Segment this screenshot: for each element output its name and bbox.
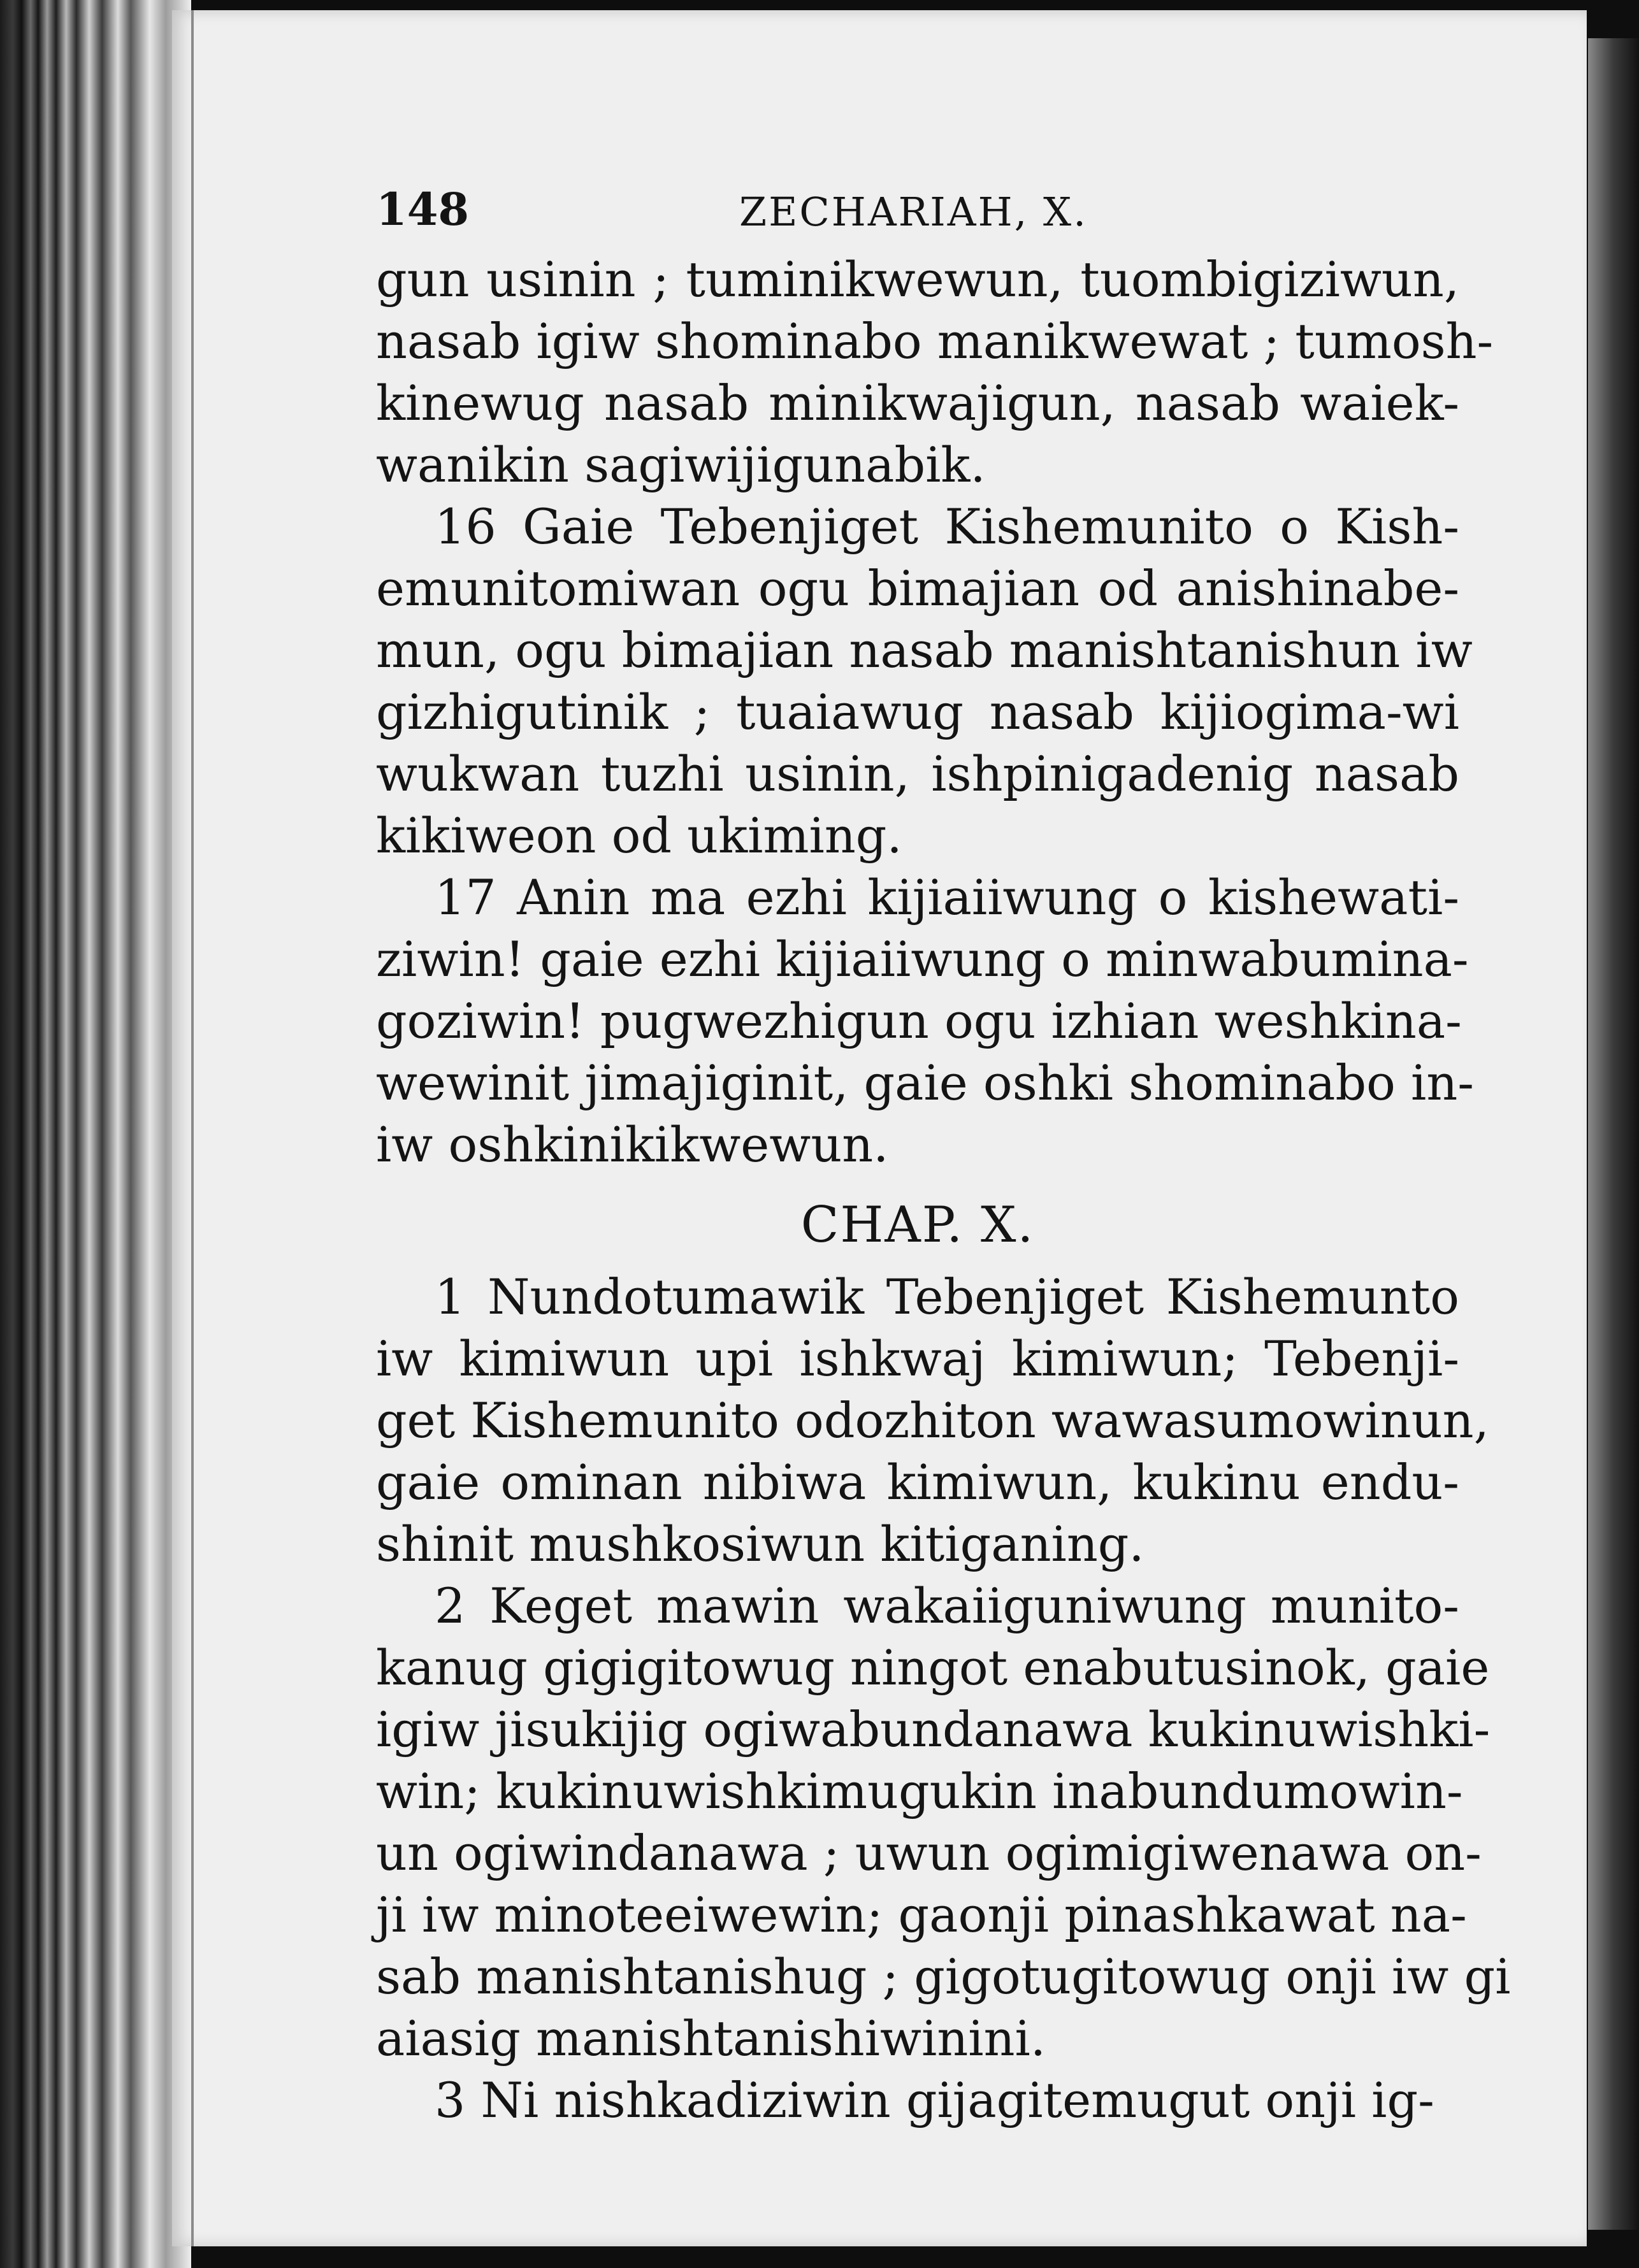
- text-line: 2 Keget mawin wakaiiguniwung munito-: [435, 1577, 1459, 1634]
- page-number: 148: [376, 183, 470, 236]
- text-line: mun, ogu bimajian nasab manishtanishun iw: [376, 622, 1473, 678]
- text-line: gun usinin ; tuminikwewun, tuombigiziwun,: [376, 251, 1459, 308]
- text-line: 1 Nundotumawik Tebenjiget Kishemunto: [435, 1268, 1459, 1325]
- text-line: aiasig manishtanishiwinini.: [376, 2010, 1046, 2067]
- text-line: win; kukinuwishkimugukin inabundumowin-: [376, 1763, 1463, 1819]
- text-line: un ogiwindanawa ; uwun ogimigiwenawa on-: [376, 1825, 1482, 1881]
- text-line: 3 Ni nishkadiziwin gijagitemugut onji ig-: [435, 2072, 1434, 2128]
- text-line: emunitomiwan ogu bimajian od anishinabe-: [376, 560, 1459, 617]
- text-line: get Kishemunito odozhiton wawasumowinun,: [376, 1392, 1489, 1449]
- verses-after-chapter: [376, 1266, 1511, 2131]
- page-text-block: [376, 178, 1511, 2131]
- verse-paragraph: [376, 496, 1473, 866]
- text-line: igiw jisukijig ogiwabundanawa kukinuwishki-: [376, 1701, 1491, 1758]
- text-line: iw kimiwun upi ishkwaj kimiwun; Tebenji-: [376, 1330, 1459, 1387]
- verses-before-chapter: [376, 248, 1494, 1175]
- verse-paragraph: [376, 866, 1474, 1175]
- text-line: kanug gigigitowug ningot enabutusinok, gaie: [376, 1639, 1490, 1696]
- verse-paragraph: [376, 1266, 1489, 1575]
- text-line: sab manishtanishug ; gigotugitowug onji iw gi: [376, 1948, 1511, 2005]
- page-right-shadow: [1588, 38, 1639, 2230]
- verse-paragraph: [376, 2069, 1459, 2131]
- chapter-heading: CHAP. X.: [800, 1196, 1035, 1254]
- text-line: ziwin! gaie ezhi kijiaiiwung o minwabumina-: [376, 931, 1469, 987]
- page-header: [376, 178, 1459, 248]
- text-line: goziwin! pugwezhigun ogu izhian weshkina-: [376, 993, 1462, 1049]
- book-binding-edge: [0, 0, 191, 2268]
- text-line: wewinit jimajiginit, gaie oshki shominabo in-: [376, 1054, 1474, 1111]
- text-line: ji iw minoteeiwewin; gaonji pinashkawat na-: [376, 1886, 1467, 1943]
- verse-paragraph: [376, 1575, 1511, 2069]
- text-line: 17 Anin ma ezhi kijiaiiwung o kishewati-: [435, 869, 1459, 926]
- text-line: iw oshkinikikwewun.: [376, 1116, 889, 1173]
- running-head: ZECHARIAH, X.: [739, 189, 1088, 235]
- text-line: shinit mushkosiwun kitiganing.: [376, 1516, 1144, 1572]
- text-line: nasab igiw shominabo manikwewat ; tumosh-: [376, 313, 1494, 370]
- text-line: kikiweon od ukiming.: [376, 807, 902, 864]
- text-line: gaie ominan nibiwa kimiwun, kukinu endu-: [376, 1454, 1459, 1511]
- text-line: 16 Gaie Tebenjiget Kishemunito o Kish-: [435, 498, 1459, 555]
- text-line: gizhigutinik ; tuaiawug nasab kijiogima-wi: [376, 684, 1459, 740]
- text-line: wukwan tuzhi usinin, ishpinigadenig nasab: [376, 745, 1459, 802]
- verse-paragraph: [376, 248, 1494, 496]
- text-line: kinewug nasab minikwajigun, nasab waiek-: [376, 375, 1459, 431]
- text-line: wanikin sagiwijigunabik.: [376, 436, 986, 493]
